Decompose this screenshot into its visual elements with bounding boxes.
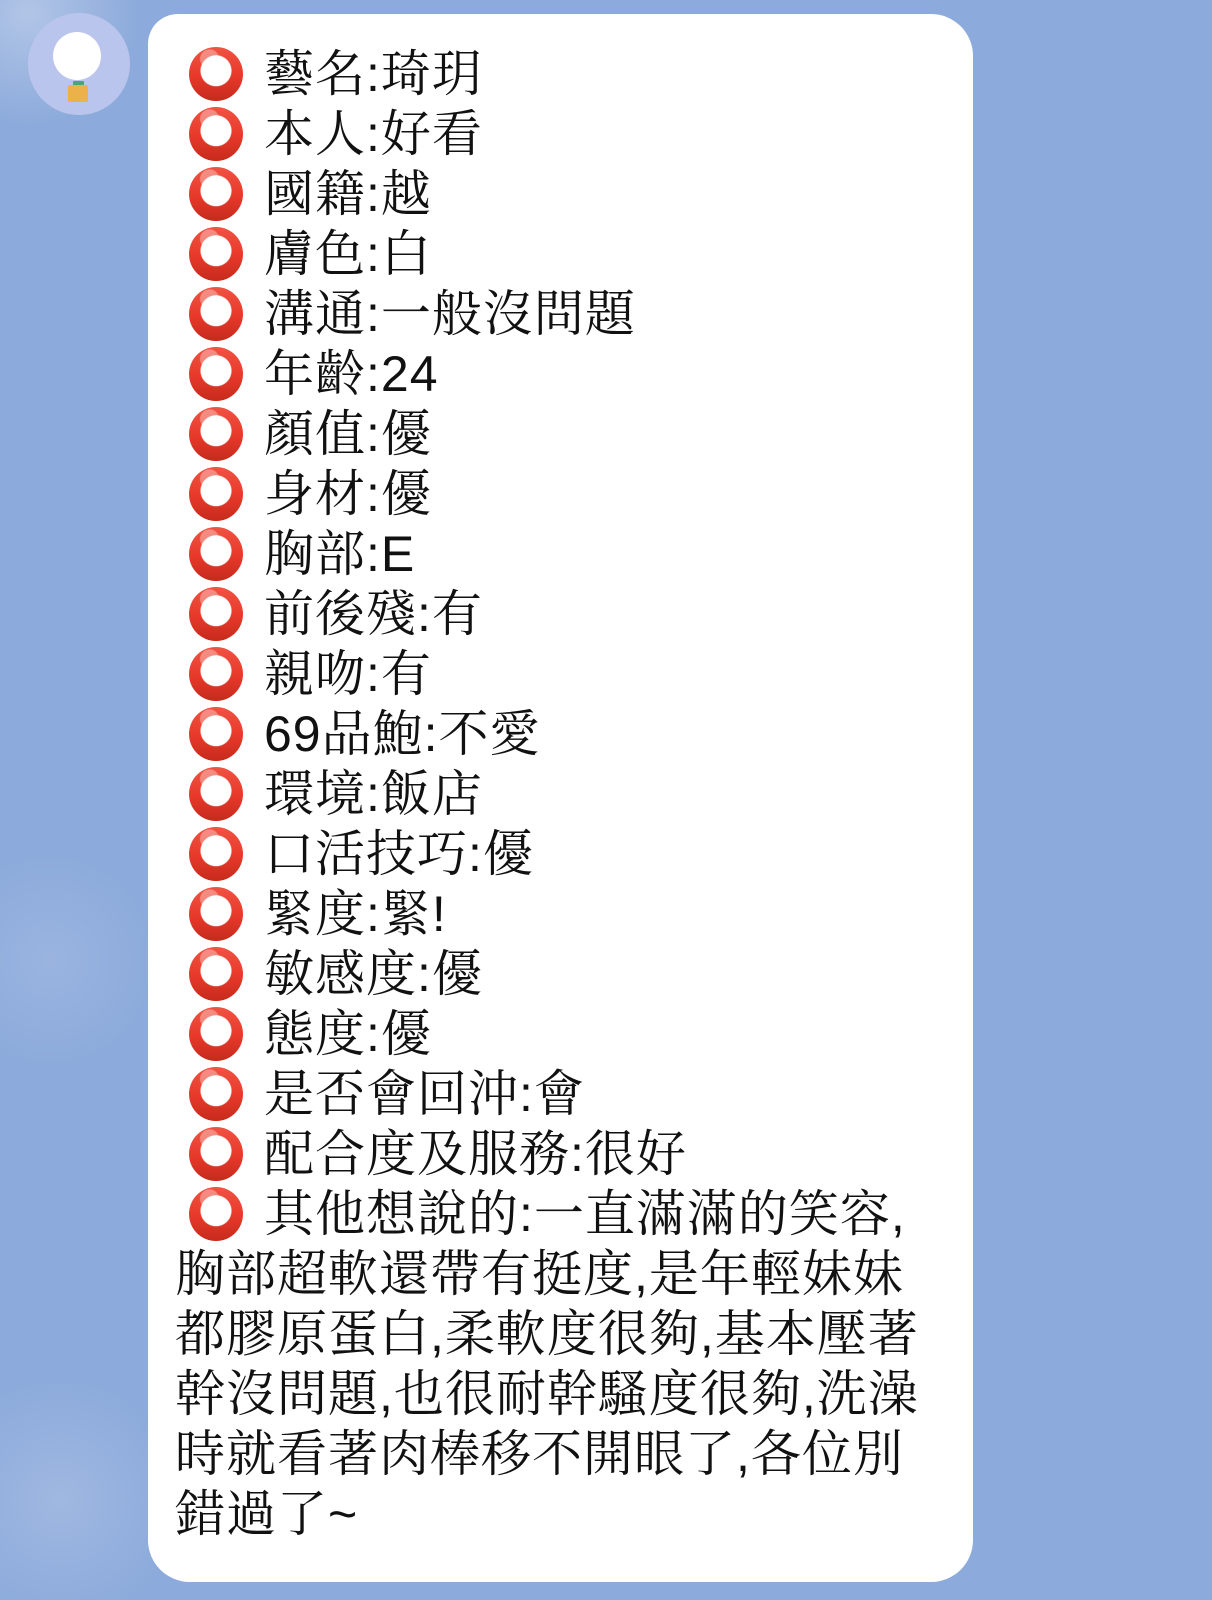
message-line-text: 口活技巧:優 [264,826,534,882]
message-line-text: 本人:好看 [264,106,483,162]
message-line-text: 溝通:一般沒問題 [264,286,636,342]
red-circle-emoji-icon [189,1187,243,1241]
message-line [175,584,943,644]
message-line [175,1124,943,1184]
message-line [175,404,943,464]
message-line-text: 身材:優 [264,466,432,522]
message-line-text: 緊度:緊! [264,886,447,942]
hot-air-balloon-icon [53,32,101,80]
red-circle-emoji-icon [189,827,243,881]
message-line-text: 態度:優 [264,1006,432,1062]
message-line-text: 親吻:有 [264,646,432,702]
red-circle-emoji-icon [189,407,243,461]
message-line [175,44,943,104]
balloon-basket [68,85,88,102]
red-circle-emoji-icon [189,1067,243,1121]
message-line [175,1064,943,1124]
message-line [175,644,943,704]
message-line [175,704,943,764]
message-line [175,164,943,224]
red-circle-emoji-icon [189,587,243,641]
message-line-text: 胸部:E [264,526,416,582]
message-line-text: 國籍:越 [264,166,432,222]
red-circle-emoji-icon [189,527,243,581]
message-line-text: 配合度及服務:很好 [264,1126,687,1182]
message-line [175,224,943,284]
message-line-text: 膚色:白 [264,226,432,282]
message-line [175,284,943,344]
message-line [175,1184,943,1544]
red-circle-emoji-icon [189,887,243,941]
red-circle-emoji-icon [189,287,243,341]
message-line [175,944,943,1004]
red-circle-emoji-icon [189,47,243,101]
message-line [175,524,943,584]
message-text [175,44,943,1544]
message-line-text: 藝名:琦玥 [264,46,483,102]
message-line [175,104,943,164]
red-circle-emoji-icon [189,647,243,701]
message-line-text: 前後殘:有 [264,586,483,642]
red-circle-emoji-icon [189,1127,243,1181]
message-line-text: 年齡:24 [264,346,439,402]
red-circle-emoji-icon [189,227,243,281]
message-line [175,344,943,404]
message-line-text: 環境:飯店 [264,766,483,822]
message-line [175,884,943,944]
message-line [175,824,943,884]
red-circle-emoji-icon [189,767,243,821]
message-line [175,464,943,524]
red-circle-emoji-icon [189,347,243,401]
message-line-text: 其他想說的:一直滿滿的笑容,胸部超軟還帶有挺度,是年輕妹妹都膠原蛋白,柔軟度很夠,基本壓著幹沒問題,也很耐幹騷度很夠,洗澡時就看著肉棒移不開眼了,各位別錯過了~ [175,1186,919,1542]
avatar[interactable] [28,13,130,115]
message-line [175,764,943,824]
bubble-tail [148,14,182,44]
message-line-text: 敏感度:優 [264,946,483,1002]
message-line-text: 是否會回沖:會 [264,1066,585,1122]
red-circle-emoji-icon [189,107,243,161]
message-line-text: 顏值:優 [264,406,432,462]
message-line-text: 69品鮑:不愛 [264,706,541,762]
chat-bubble[interactable] [148,14,973,1582]
red-circle-emoji-icon [189,947,243,1001]
red-circle-emoji-icon [189,1007,243,1061]
red-circle-emoji-icon [189,707,243,761]
red-circle-emoji-icon [189,467,243,521]
message-line [175,1004,943,1064]
red-circle-emoji-icon [189,167,243,221]
